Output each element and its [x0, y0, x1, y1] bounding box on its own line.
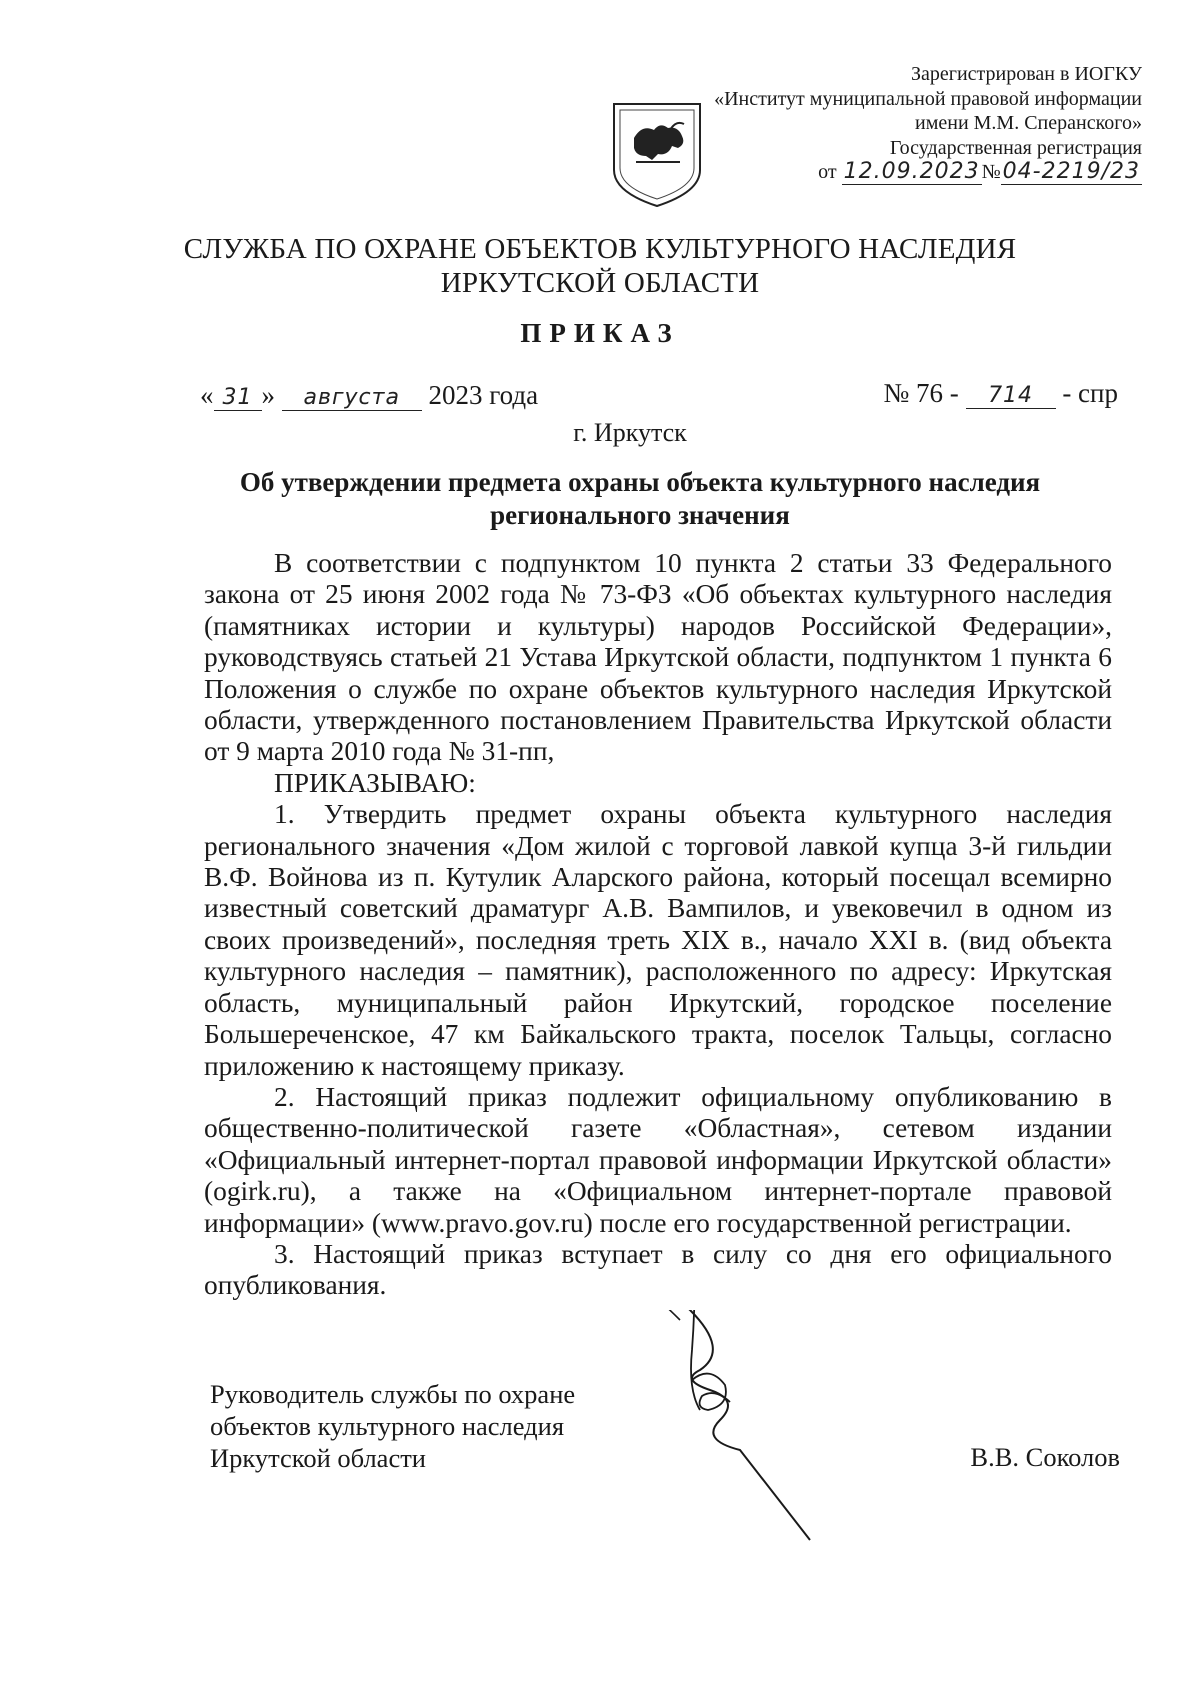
registration-line-2: «Институт муниципальной правовой информации	[714, 87, 1142, 110]
order-subject-line-2: регионального значения	[490, 500, 790, 530]
order-item-3: 3. Настоящий приказ вступает в силу со дня его официального опубликования.	[204, 1238, 1112, 1301]
signer-position-line-2: объектов культурного наследия	[210, 1411, 565, 1441]
agency-name	[0, 232, 1200, 300]
signer-position	[210, 1378, 575, 1474]
order-number-suffix: - спр	[1062, 378, 1118, 408]
order-month: августа	[282, 385, 422, 411]
registration-number-prefix: №	[981, 161, 1001, 183]
registration-date-line	[582, 160, 1142, 185]
order-body	[204, 548, 1112, 1302]
registration-line-3: имени М.М. Сперанского»	[915, 112, 1142, 134]
order-word: ПРИКАЗЫВАЮ:	[274, 767, 476, 798]
registration-line-1: Зарегистрирован в ИОГКУ	[911, 63, 1142, 85]
date-close-quote: »	[261, 380, 275, 410]
order-number	[884, 378, 1118, 409]
signature-icon	[580, 1310, 900, 1550]
agency-name-line-2: ИРКУТСКОЙ ОБЛАСТИ	[440, 267, 760, 299]
date-open-quote: «	[200, 380, 214, 410]
registration-stamp	[582, 62, 1142, 185]
order-year: 2023 года	[428, 380, 539, 410]
signer-name: В.В. Соколов	[970, 1442, 1120, 1472]
registration-number: 04-2219/23	[1002, 159, 1140, 184]
agency-name-line-1: СЛУЖБА ПО ОХРАНЕ ОБЪЕКТОВ КУЛЬТУРНОГО НАСЛЕДИЯ	[183, 233, 1017, 265]
order-day: 31	[214, 385, 262, 411]
order-subject	[200, 466, 1080, 532]
signer-position-line-3: Иркутской области	[210, 1443, 426, 1473]
order-date	[200, 380, 538, 411]
registration-date: 12.09.2023	[843, 159, 980, 184]
order-title: ПРИКАЗ	[520, 318, 680, 348]
registration-date-prefix: от	[818, 161, 837, 183]
preamble-paragraph: В соответствии с подпунктом 10 пункта 2 статьи 33 Федерального закона от 25 июня 2002 года № 73-ФЗ «Об объектах культурного наследия (памятниках истории и культуры) народов Российской Федерации», руководствуясь статьей 21 Устава Иркутской области, подпунктом 1 пункта 6 Положения о службе по охране объектов культурного наследия Иркутской области, утвержденного постановлением Правительства Иркутской области от 9 марта 2010 года № 31-пп,	[204, 548, 1112, 767]
order-item-1: 1. Утвердить предмет охраны объекта культурного наследия регионального значения «Дом жилой с торговой лавкой купца 3-й гильдии В.Ф. Войнова из п. Кутулик Аларского района, который посещал всемирно известный советский драматург А.В. Вампилов, и увековечил в одном из своих произведений», последняя треть XIX в., начало XXI в. (вид объекта культурного наследия – памятник), расположенного по адресу: Иркутская область, муниципальный район Иркутский, городское поселение Большереченское, 47 км Байкальского тракта, поселок Тальцы, согласно приложению к настоящему приказу.	[204, 799, 1112, 1081]
order-number-prefix: № 76 -	[883, 378, 959, 408]
signer-position-line-1: Руководитель службы по охране	[210, 1379, 576, 1409]
order-item-2: 2. Настоящий приказ подлежит официальному опубликованию в общественно-политической газете «Областная», сетевом издании «Официальный интернет-портал правовой информации Иркутской области» (ogirk.ru), а также на «Официальном интернет-портале правовой информации» (www.pravo.gov.ru) после его государственной регистрации.	[204, 1081, 1112, 1238]
registration-line-4: Государственная регистрация	[889, 136, 1142, 159]
city: г. Иркутск	[573, 418, 687, 447]
order-number-value: 714	[966, 383, 1056, 409]
order-subject-line-1: Об утверждении предмета охраны объекта культурного наследия	[239, 467, 1041, 497]
